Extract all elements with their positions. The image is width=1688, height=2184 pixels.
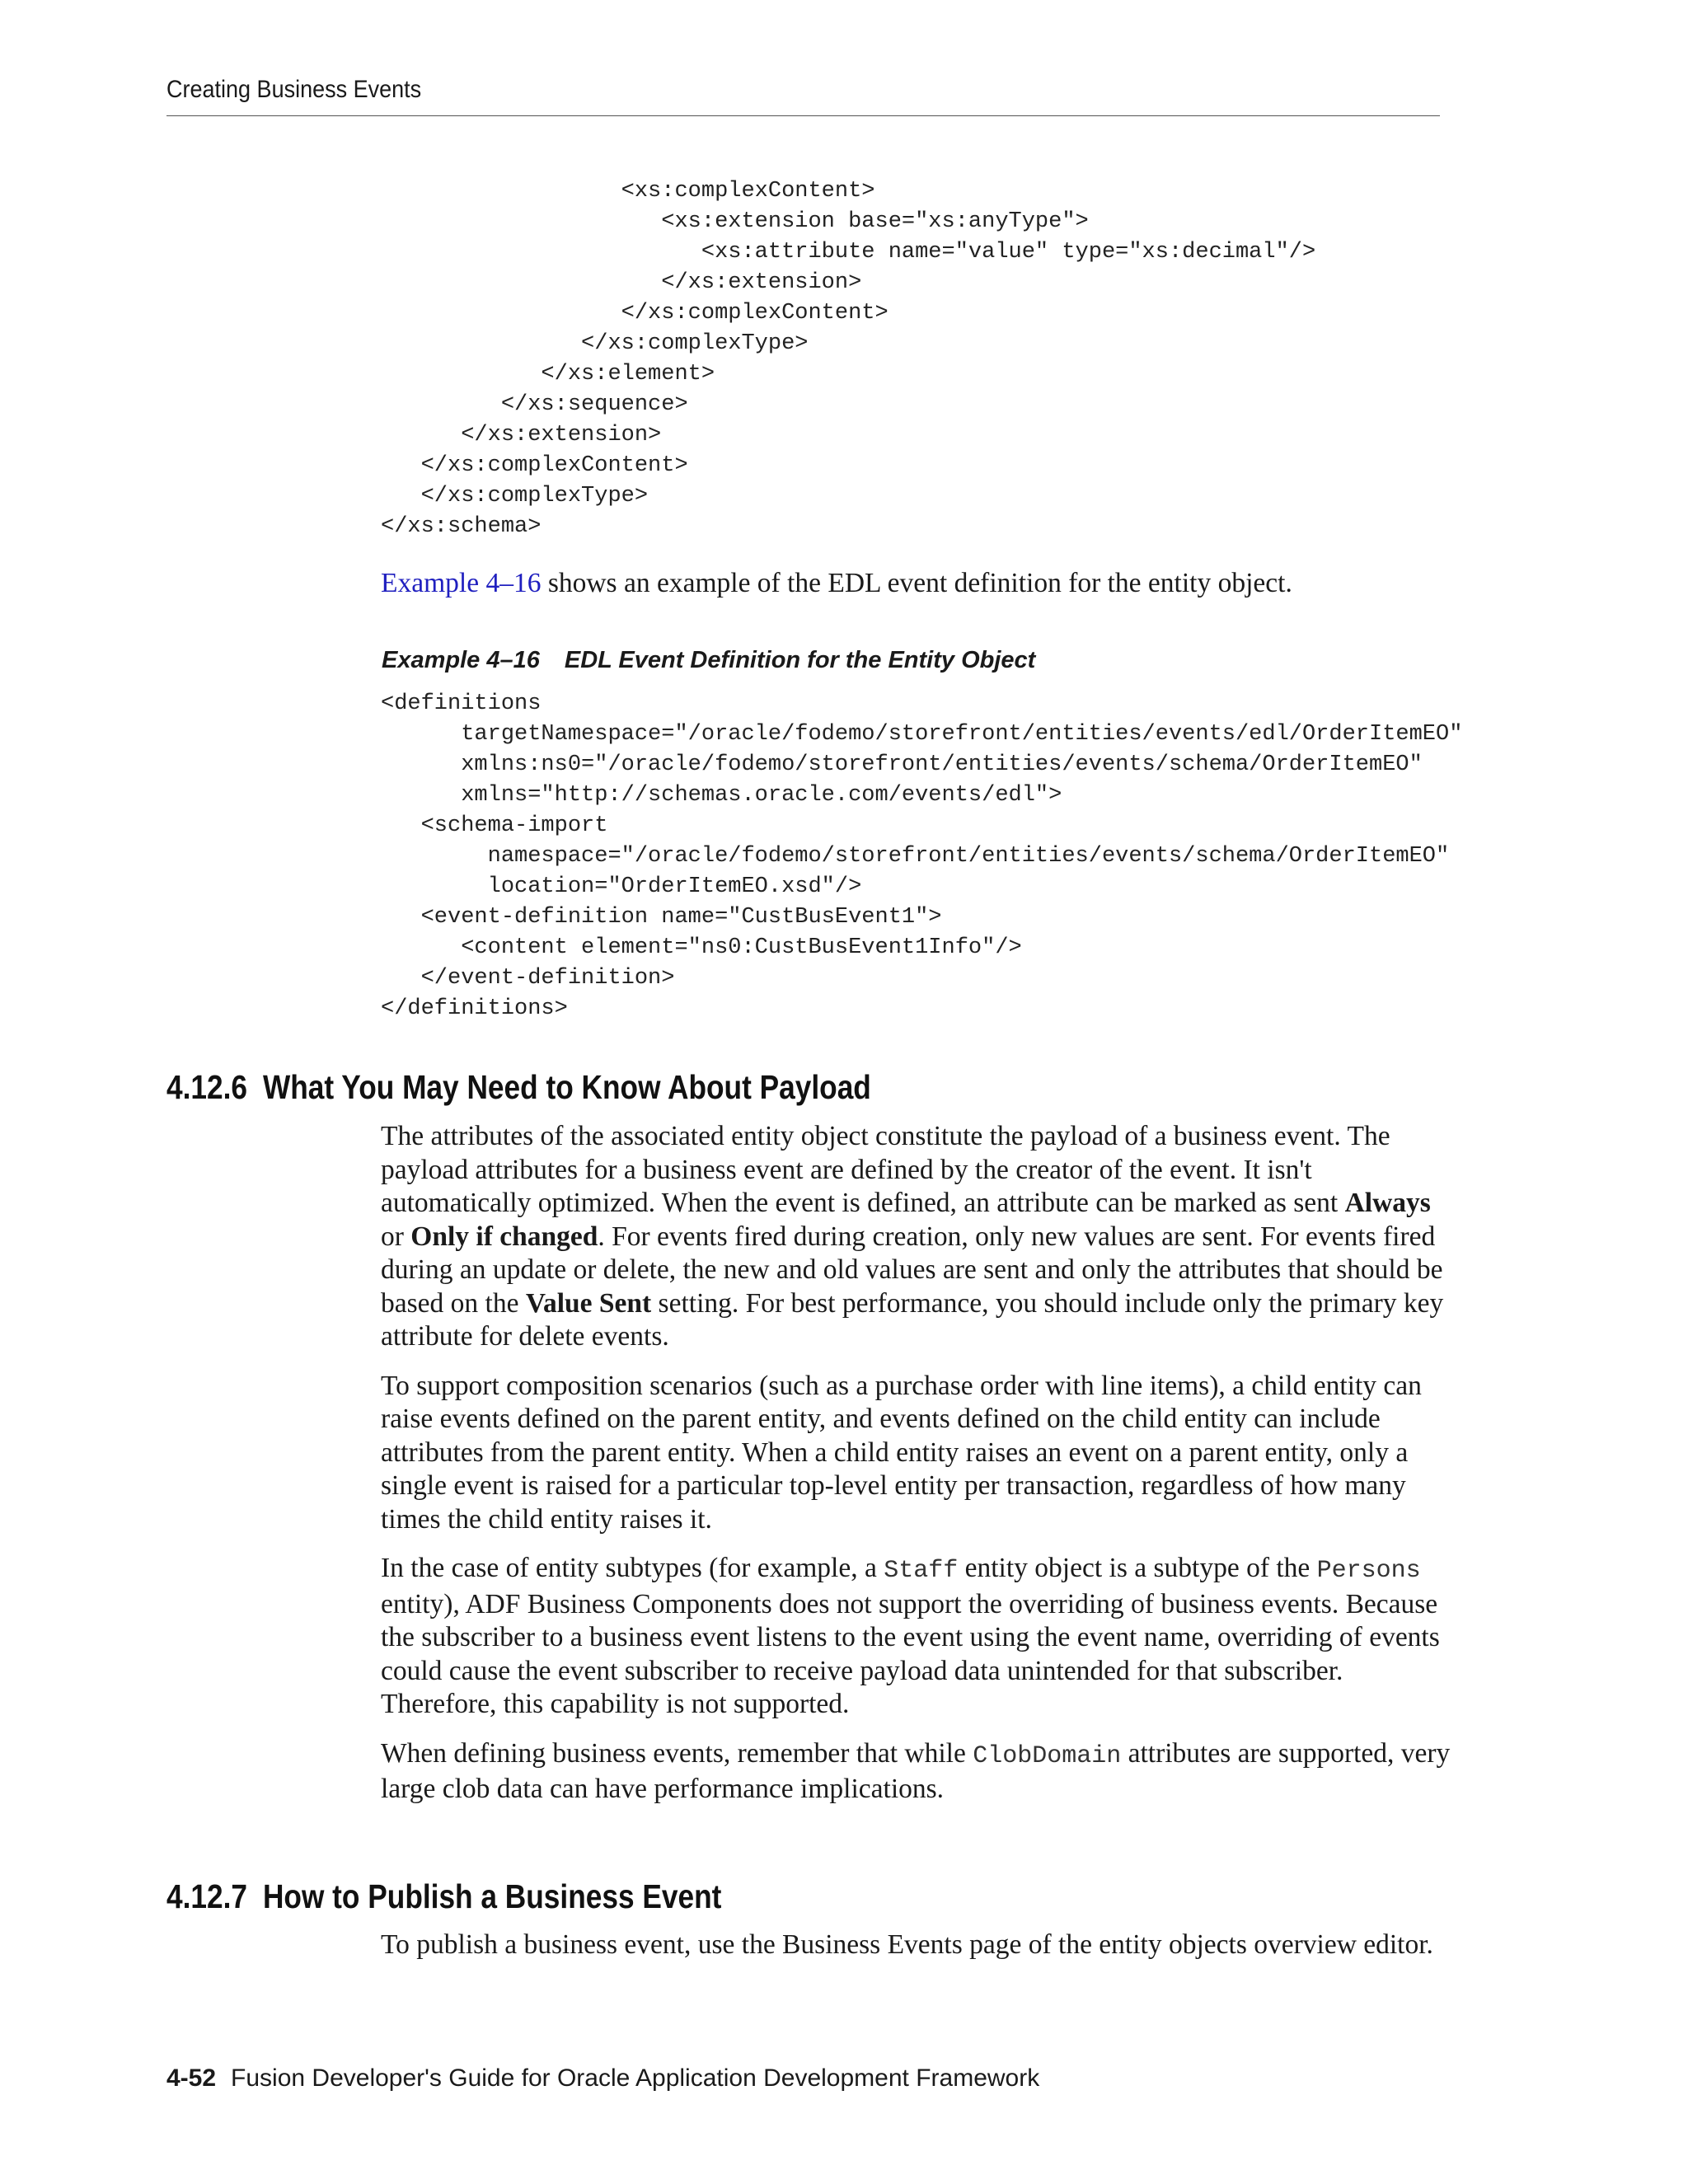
text-run: attributes are supported, very large clob data can have performance implications. (381, 1737, 1451, 1804)
payload-paragraph-2: To support composition scenarios (such as a purchase order with line items), a child entity can raise events defined on the parent entity, and events defined on the child entity can include attributes from the parent entity. When a child entity raises an event on a parent entity, only a single event is raised for a particular top-level entity per transaction, regardless of how many times the child entity raises it. (381, 1370, 1422, 1535)
section-title: How to Publish a Business Event (262, 1877, 722, 1915)
page-number: 4-52 (166, 2064, 217, 2092)
example-intro-paragraph (381, 567, 1292, 600)
publish-section-body (381, 1929, 1452, 1978)
header-divider (166, 115, 1440, 116)
edl-code-listing: <definitions targetNamespace="/oracle/fodemo/storefront/entities/events/edl/OrderItemEO" xmlns:ns0="/oracle/fodemo/storefront/entities/events/schema/OrderItemEO" xmlns="http://schemas.oracle.com/events/edl"> <schema-import namespace="/oracle/fodemo/storefront/entities/events/schema/OrderItemEO" location="OrderItemEO.xsd"/> <event-definition name="CustBusEvent1"> <content element="ns0:CustBusEvent1Info"/> </event-definition> </definitions> (381, 691, 1463, 1021)
text-run: entity), ADF Business Components does not support the overriding of business events. Because the subscriber to a business event listens to the event using the event name, overriding of events could cause the event subscriber to receive payload data unintended for that subscriber. Therefore, this capability is not supported. (381, 1588, 1440, 1719)
code-term-clobdomain: ClobDomain (973, 1741, 1122, 1770)
section-title: What You May Need to Know About Payload (262, 1068, 871, 1106)
section-heading-payload (166, 1068, 871, 1107)
book-title: Fusion Developer's Guide for Oracle Application Development Framework (231, 2064, 1040, 2092)
running-header: Creating Business Events (166, 76, 422, 103)
section-heading-publish (166, 1877, 721, 1916)
example-cross-reference-link[interactable]: Example 4–16 (381, 568, 542, 598)
payload-paragraph-4 (381, 1737, 1452, 1807)
example-caption-label: Example 4–16 (382, 647, 540, 673)
text-run: In the case of entity subtypes (for example, a (381, 1553, 884, 1583)
example-caption (382, 647, 1035, 674)
ui-term-always: Always (1344, 1188, 1431, 1218)
payload-section-body (381, 1120, 1452, 1822)
page-footer (166, 2064, 1039, 2093)
ui-term-value-sent: Value Sent (525, 1287, 652, 1319)
payload-paragraph-1 (381, 1120, 1452, 1354)
example-intro-text: shows an example of the EDL event definition for the entity object. (541, 568, 1292, 598)
code-term-staff: Staff (884, 1557, 959, 1585)
text-run: The attributes of the associated entity object constitute the payload of a business event. The payload attributes for a business event are defined by the creator of the event. It isn't automatically optimized. When the event is defined, an attribute can be marked as sent (381, 1121, 1390, 1218)
text-run: or (381, 1221, 411, 1252)
payload-paragraph-3 (381, 1552, 1452, 1722)
ui-term-only-if-changed: Only if changed (410, 1221, 598, 1252)
text-run: When defining business events, remember that while (381, 1737, 973, 1769)
example-caption-title: EDL Event Definition for the Entity Object (564, 647, 1036, 673)
code-term-persons: Persons (1316, 1557, 1421, 1585)
text-run: . For events fired during creation, only new values are sent. For events fired during an update or delete, the new and old values are sent and only the attributes that should be based on the (381, 1221, 1443, 1319)
schema-code-listing: <xs:complexContent> <xs:extension base="xs:anyType"> <xs:attribute name="value" type="xs:decimal"/> </xs:extension> </xs:complexContent> </xs:complexType> </xs:element> </xs:sequence> </xs:extension> </xs:complexContent> </xs:complexType> </xs:schema> (381, 179, 1316, 539)
text-run: setting. For best performance, you should include only the primary key attribute for delete events. (381, 1287, 1444, 1352)
section-number: 4.12.7 (166, 1877, 248, 1915)
publish-paragraph-1: To publish a business event, use the Business Events page of the entity objects overview editor. (381, 1929, 1433, 1960)
text-run: entity object is a subtype of the (958, 1553, 1317, 1583)
section-number: 4.12.6 (166, 1068, 248, 1106)
